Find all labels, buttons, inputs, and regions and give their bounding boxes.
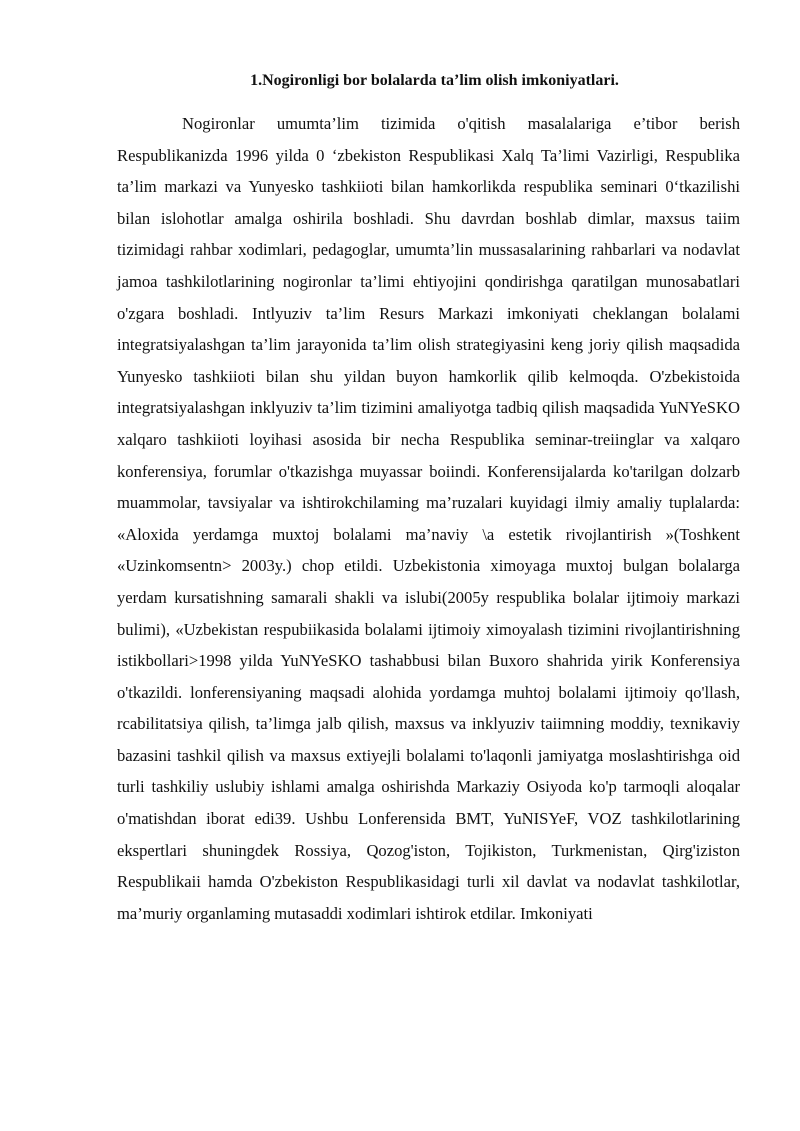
- body-paragraph: Nogironlar umumta’lim tizimida o'qitish masalalariga e’tibor berish Respublikanizda 1996 yilda 0 ‘zbekiston Respublikasi Xalq Ta’limi Vazirligi, Respublika ta’lim markazi va Yunyesko tashkiioti bilan hamkorlikda respublika seminari 0‘tkazilishi bilan islohotlar amalga oshirila boshladi. Shu davrdan boshlab dimlar, maxsus taiim tizimidagi rahbar xodimlari, pedagoglar, umumta’lin mussasalarining rahbarlari va nodavlat jamoa tashkilotlarining nogironlar ta’limi ehtiyojini qondirishga qaratilgan munosabatlari o'zgara boshladi. Intlyuziv ta’lim Resurs Markazi imkoniyati cheklangan bolalami integratsiyalashgan ta’lim jarayonida ta’lim olish strategiyasini keng joriy qilish maqsadida Yunyesko tashkiioti bilan shu yildan buyon hamkorlik qilib kelmoqda. O'zbekistoida integratsiyalashgan inklyuziv ta’lim tizimini amaliyotga tadbiq qilish maqsadida YuNYeSKO xalqaro tashkiioti loyihasi asosida bir necha Respublika seminar-treiinglar va xalqaro konferensiya, forumlar o'tkazishga muyassar boiindi. Konferensijalarda ko'tarilgan dolzarb muammolar, tavsiyalar va ishtirokchilaming ma’ruzalari kuyidagi ilmiy amaliy tuplalarda: «Aloxida yerdamga muxtoj bolalami ma’naviy \a estetik rivojlantirish »(Toshkent «Uzinkomsentn> 2003y.) chop etildi. Uzbekistonia ximoyaga muxtoj bulgan bolalarga yerdam kursatishning samarali shakli va islubi(2005y respublika bolalar ijtimoiy markazi bulimi), «Uzbekistan respubiikasida bolalami ijtimoiy ximoyalash tizimini rivojlantirishning istikbollari>1998 yilda YuNYeSKO tashabbusi bilan Buxoro shahrida yirik Konferensiya o'tkazildi. lonferensiyaning maqsadi alohida yordamga muhtoj bolalami ijtimoiy qo'llash, rcabilitatsiya qilish, ta’limga jalb qilish, maxsus va inklyuziv taiimning moddiy, texnikaviy bazasini tashkil qilish va maxsus extiyejli bolalami to'laqonli jamiyatga moslashtirishga oid turli tashkiliy uslubiy ishlami amalga oshirishda Markaziy Osiyoda ko'p tarmoqli aloqalar o'matishdan iborat edi39. Ushbu Lonferensida BMT, YuNISYeF, VOZ tashkilotlarining ekspertlari shuningdek Rossiya, Qozog'iston, Tojikiston, Turkmenistan, Qirg'iziston Respublikaii hamda O'zbekiston Respublikasidagi turli xil davlat va nodavlat tashkilotlar, ma’muriy organlaming mutasaddi xodimlari ishtirok etdilar. Imkoniyati: [117, 114, 740, 923]
- document-page: [117, 66, 740, 929]
- section-heading: 1.Nogironligi bor bolalarda ta’lim olish imkoniyatlari.: [250, 72, 619, 89]
